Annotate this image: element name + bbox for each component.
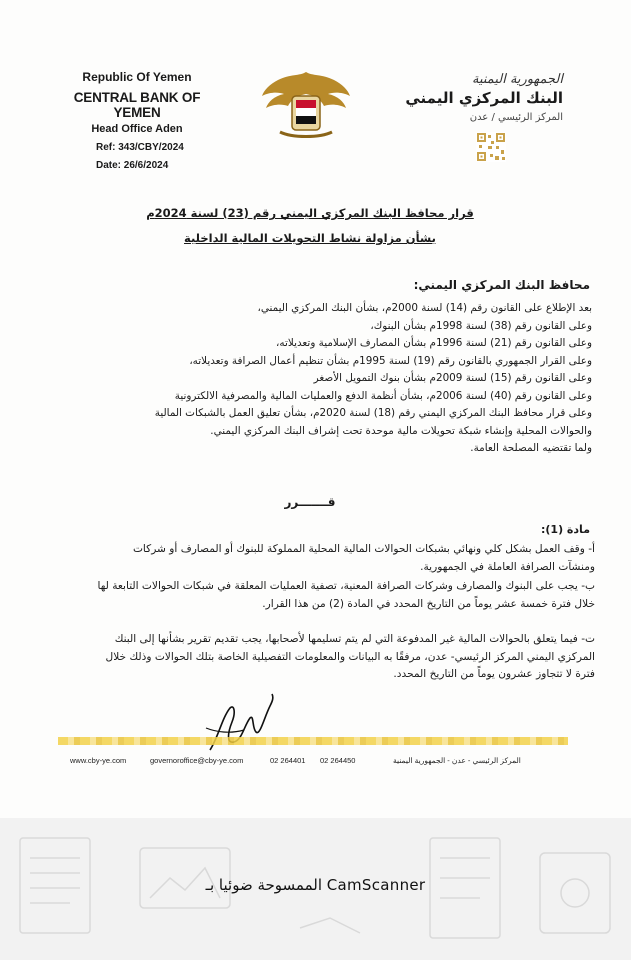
eagle-emblem-icon (260, 66, 352, 144)
basis-item: وعلى القرار الجمهوري بالقانون رقم (19) لسنة 1995م بشأن تنظيم أعمال الصرافة وتعديلاته، (189, 354, 592, 367)
ref-date: Date: 26/6/2024 (96, 160, 169, 171)
republic-arabic: الجمهورية اليمنية (471, 72, 563, 87)
basis-item: وعلى القانون رقم (40) لسنة 2006م، بشأن أنظمة الدفع والعمليات المالية والمصرفية الالكترونية (174, 389, 592, 402)
article-title: مادة (1): (540, 523, 590, 536)
clause-b: ب- يجب على البنوك والمصارف وشركات الصرافة المعنية، تصفية العمليات المعلقة في شبكات الحوالات التابعة لها خلال فترة خمسة عشر يوماً من التاريخ المحدد في المادة (2) من هذا القرار. (97, 580, 595, 610)
footer-decorative-band (58, 737, 568, 745)
basis-item: وعلى القانون رقم (38) لسنة 1998م بشأن البنوك، (370, 319, 592, 332)
legal-basis-list (128, 300, 592, 458)
ref-number: Ref: 343/CBY/2024 (96, 142, 184, 153)
decision-title: قرار محافظ البنك المركزي اليمني رقم (23) لسنة 2024م (146, 206, 474, 220)
clause-a: أ- وقف العمل بشكل كلي ونهائي بشبكات الحوالات المالية المحلية المملوكة للبنوك أو المصارف أو شركات ومنشآت الصرافة العاملة في الجمهورية. (132, 543, 595, 573)
footer-website: www.cby-ye.com (70, 756, 127, 765)
office-name: Head Office Aden (91, 123, 183, 135)
governor-heading: محافظ البنك المركزي اليمني: (413, 278, 590, 292)
basis-item: وعلى القانون رقم (15) لسنة 2009م بشأن بنوك التمويل الأصغر (313, 372, 592, 384)
decision-subject: بشأن مزاولة نشاط التحويلات المالية الداخلية (184, 231, 436, 245)
footer-email: governoroffice@cby-ye.com (150, 756, 244, 765)
country-name: Republic Of Yemen (82, 70, 192, 84)
header-english (62, 70, 212, 135)
basis-item: وعلى القانون رقم (21) لسنة 1996م بشأن المصارف الإسلامية وتعديلاته، (276, 337, 592, 349)
basis-item: وعلى قرار محافظ البنك المركزي اليمني رقم (18) لسنة 2020م، بشأن تعليق العمل بالشبكات المالية والحوالات المحلية وإنشاء شبكة تحويلات مالية موحدة تحت إشراف البنك المركزي اليمني. (154, 407, 592, 437)
footer-contacts (68, 756, 568, 772)
office-arabic: المركز الرئيسي / عدن (469, 112, 563, 123)
bank-name: CENTRAL BANK OF YEMEN (73, 90, 201, 120)
qr-code-icon (476, 132, 506, 162)
bank-name-arabic: البنك المركزي اليمني (405, 89, 563, 107)
header-arabic (398, 72, 563, 123)
decided-heading: قـــــــرر (284, 495, 336, 509)
footer-phone-1: 02 264401 (270, 756, 306, 765)
footer-address: المركز الرئيسي - عدن - الجمهورية اليمنية (393, 756, 521, 765)
reference-block (96, 139, 184, 175)
clause-c: ت- فيما يتعلق بالحوالات المالية غير المدفوعة التي لم يتم تسليمها لأصحابها، يجب تقديم تقرير بشأنها إلى البنك المركزي اليمني المركز الرئيسي- عدن، مرفقًا به البيانات والمعلومات التفصيلية الخاصة بتلك الحوالات وذلك خلال فترة لا تتجاوز عشرون يوماً من التاريخ المحدد. (105, 633, 595, 680)
governor-signature (200, 688, 280, 760)
basis-item: بعد الإطلاع على القانون رقم (14) لسنة 2000م، بشأن البنك المركزي اليمني، (257, 302, 592, 314)
basis-item: ولما تقتضيه المصلحة العامة. (470, 442, 592, 454)
footer-phone-2: 02 264450 (320, 756, 356, 765)
camscanner-label: الممسوحة ضوئيا بـ CamScanner (205, 876, 426, 894)
